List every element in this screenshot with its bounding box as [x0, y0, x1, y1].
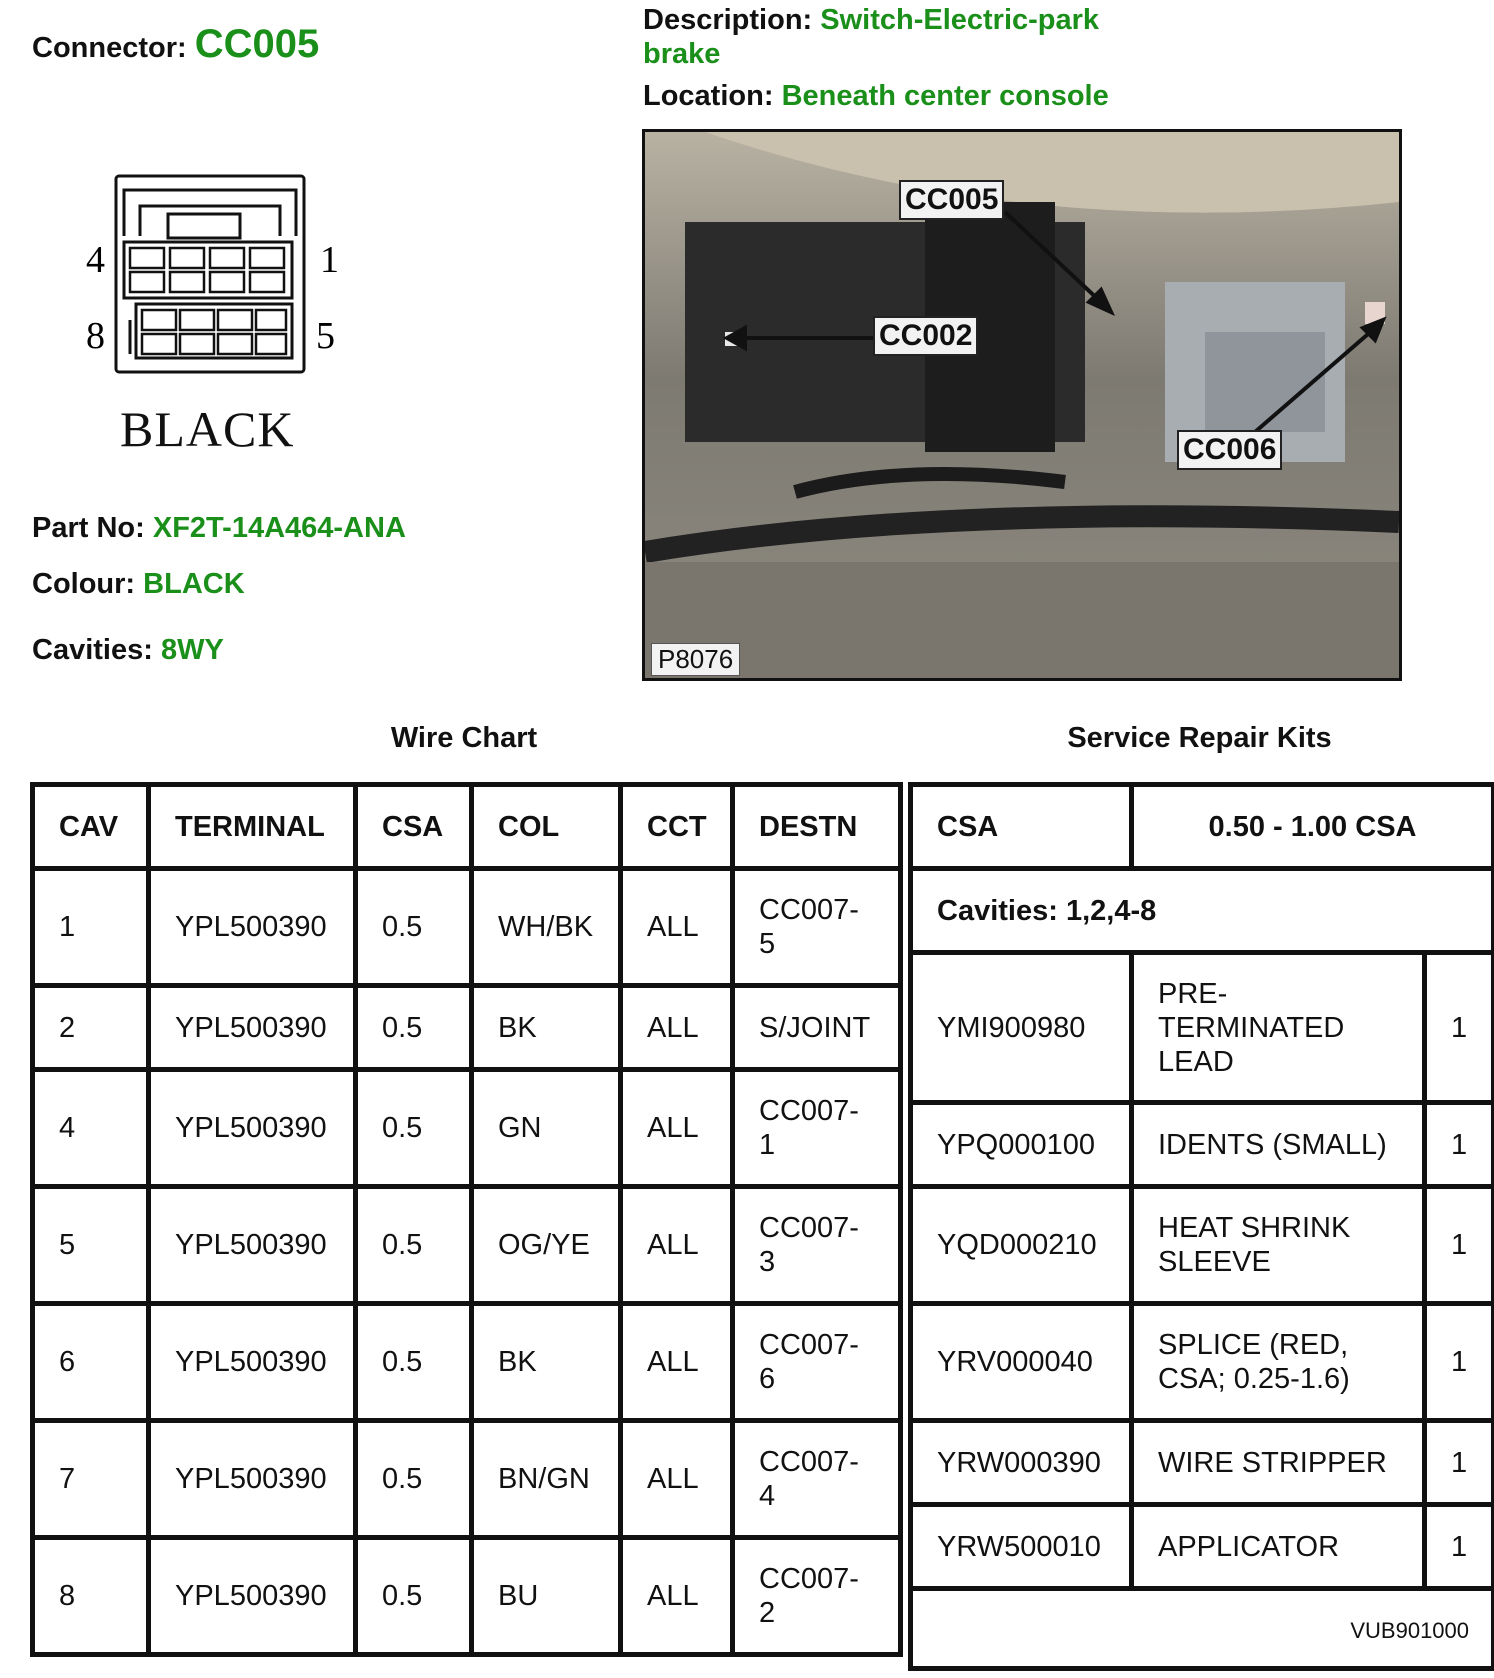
part-no-label: Part No:	[32, 512, 145, 544]
repair-kits-title: Service Repair Kits	[1067, 722, 1332, 754]
photo-id: P8076	[651, 643, 740, 676]
connector-line	[32, 22, 319, 67]
kit-part-number: YMI900980	[911, 953, 1132, 1103]
connector-label: Connector:	[32, 32, 187, 64]
header-col: COL	[472, 785, 621, 869]
description-value: Switch-Electric-park	[820, 4, 1100, 36]
cavities-value: 8WY	[160, 634, 224, 666]
cell-destn: CC007- 2	[733, 1538, 901, 1655]
kits-cavities: Cavities: 1,2,4-8	[911, 869, 1494, 953]
cell-cct: ALL	[621, 869, 733, 986]
kit-quantity: 1	[1425, 1304, 1494, 1421]
kits-header-range: 0.50 - 1.00 CSA	[1132, 785, 1494, 869]
list-item	[911, 1421, 1494, 1505]
cell-cct: ALL	[621, 1421, 733, 1538]
kit-part-number: YRV000040	[911, 1304, 1132, 1421]
cell-csa: 0.5	[356, 986, 472, 1070]
cell-csa: 0.5	[356, 1421, 472, 1538]
header-cct: CCT	[621, 785, 733, 869]
callout-cc005: CC005	[899, 180, 1004, 220]
cell-col: WH/BK	[472, 869, 621, 986]
table-row	[33, 986, 901, 1070]
kit-description: IDENTS (SMALL)	[1132, 1103, 1425, 1187]
cell-col: BU	[472, 1538, 621, 1655]
cell-cct: ALL	[621, 1538, 733, 1655]
table-row	[33, 1070, 901, 1187]
connector-diagram	[80, 170, 360, 380]
cell-destn: CC007- 6	[733, 1304, 901, 1421]
cell-col: BK	[472, 986, 621, 1070]
cell-col: OG/YE	[472, 1187, 621, 1304]
description-label: Description:	[643, 4, 813, 36]
kit-quantity: 1	[1425, 953, 1494, 1103]
cell-cav: 6	[33, 1304, 149, 1421]
cell-terminal: YPL500390	[149, 1070, 356, 1187]
table-row	[33, 1538, 901, 1655]
pin-label-5: 5	[316, 315, 335, 357]
cell-terminal: YPL500390	[149, 1187, 356, 1304]
cell-csa: 0.5	[356, 1187, 472, 1304]
part-no-line	[32, 512, 406, 545]
connector-value: CC005	[194, 22, 320, 66]
colour-label: Colour:	[32, 568, 136, 600]
kit-description: SPLICE (RED, CSA; 0.25-1.6)	[1132, 1304, 1425, 1421]
pin-label-8: 8	[86, 315, 105, 357]
table-row	[33, 1304, 901, 1421]
kit-description: PRE- TERMINATED LEAD	[1132, 953, 1425, 1103]
kits-header-csa: CSA	[911, 785, 1132, 869]
cell-cct: ALL	[621, 986, 733, 1070]
location-value: Beneath center console	[781, 80, 1109, 112]
kit-part-number: YPQ000100	[911, 1103, 1132, 1187]
location-photo	[642, 129, 1402, 681]
wire-chart-title: Wire Chart	[390, 722, 538, 754]
cell-col: BK	[472, 1304, 621, 1421]
header-cav: CAV	[33, 785, 149, 869]
kit-description: APPLICATOR	[1132, 1505, 1425, 1589]
pin-label-1: 1	[320, 239, 339, 281]
header-terminal: TERMINAL	[149, 785, 356, 869]
wire-chart-header-row	[33, 785, 901, 869]
header-destn: DESTN	[733, 785, 901, 869]
kits-cavities-row	[911, 869, 1494, 953]
callout-cc002: CC002	[873, 316, 978, 356]
list-item	[911, 1304, 1494, 1421]
callout-cc006: CC006	[1177, 430, 1282, 470]
cell-cav: 5	[33, 1187, 149, 1304]
cell-csa: 0.5	[356, 869, 472, 986]
cell-terminal: YPL500390	[149, 1304, 356, 1421]
kit-description: WIRE STRIPPER	[1132, 1421, 1425, 1505]
cell-cav: 2	[33, 986, 149, 1070]
kit-part-number: YRW500010	[911, 1505, 1132, 1589]
cell-destn: CC007- 5	[733, 869, 901, 986]
cell-destn: CC007- 3	[733, 1187, 901, 1304]
cell-csa: 0.5	[356, 1070, 472, 1187]
list-item	[911, 953, 1494, 1103]
kit-quantity: 1	[1425, 1187, 1494, 1304]
list-item	[911, 1103, 1494, 1187]
cell-cct: ALL	[621, 1070, 733, 1187]
cell-col: BN/GN	[472, 1421, 621, 1538]
cell-cav: 1	[33, 869, 149, 986]
list-item	[911, 1187, 1494, 1304]
cell-col: GN	[472, 1070, 621, 1187]
wire-chart-table	[30, 782, 903, 1657]
colour-line	[32, 568, 245, 601]
repair-kits-table	[908, 782, 1494, 1671]
header-csa: CSA	[356, 785, 472, 869]
location-label: Location:	[643, 80, 774, 112]
location-line	[643, 80, 1109, 113]
cell-terminal: YPL500390	[149, 1538, 356, 1655]
cell-cav: 4	[33, 1070, 149, 1187]
cell-csa: 0.5	[356, 1538, 472, 1655]
cell-csa: 0.5	[356, 1304, 472, 1421]
list-item	[911, 1505, 1494, 1589]
kit-quantity: 1	[1425, 1103, 1494, 1187]
kit-part-number: YQD000210	[911, 1187, 1132, 1304]
cell-cav: 7	[33, 1421, 149, 1538]
cell-terminal: YPL500390	[149, 986, 356, 1070]
kits-reference: VUB901000	[911, 1589, 1494, 1669]
part-no-value: XF2T-14A464-ANA	[152, 512, 406, 544]
cell-terminal: YPL500390	[149, 1421, 356, 1538]
description-line	[643, 4, 1099, 37]
description-value-cont: brake	[643, 38, 721, 70]
colour-value: BLACK	[143, 568, 245, 600]
cell-destn: S/JOINT	[733, 986, 901, 1070]
cell-destn: CC007- 4	[733, 1421, 901, 1538]
kits-reference-row	[911, 1589, 1494, 1669]
table-row	[33, 869, 901, 986]
kit-quantity: 1	[1425, 1505, 1494, 1589]
cavities-label: Cavities:	[32, 634, 153, 666]
table-row	[33, 1421, 901, 1538]
table-row	[33, 1187, 901, 1304]
cell-cct: ALL	[621, 1304, 733, 1421]
kit-quantity: 1	[1425, 1421, 1494, 1505]
cell-terminal: YPL500390	[149, 869, 356, 986]
cavities-line	[32, 634, 224, 667]
connector-color-caption: BLACK	[120, 401, 295, 457]
kits-header-row	[911, 785, 1494, 869]
cell-destn: CC007- 1	[733, 1070, 901, 1187]
photo-illustration	[645, 132, 1399, 678]
cell-cav: 8	[33, 1538, 149, 1655]
cell-cct: ALL	[621, 1187, 733, 1304]
kit-part-number: YRW000390	[911, 1421, 1132, 1505]
kit-description: HEAT SHRINK SLEEVE	[1132, 1187, 1425, 1304]
pin-label-4: 4	[86, 239, 105, 281]
